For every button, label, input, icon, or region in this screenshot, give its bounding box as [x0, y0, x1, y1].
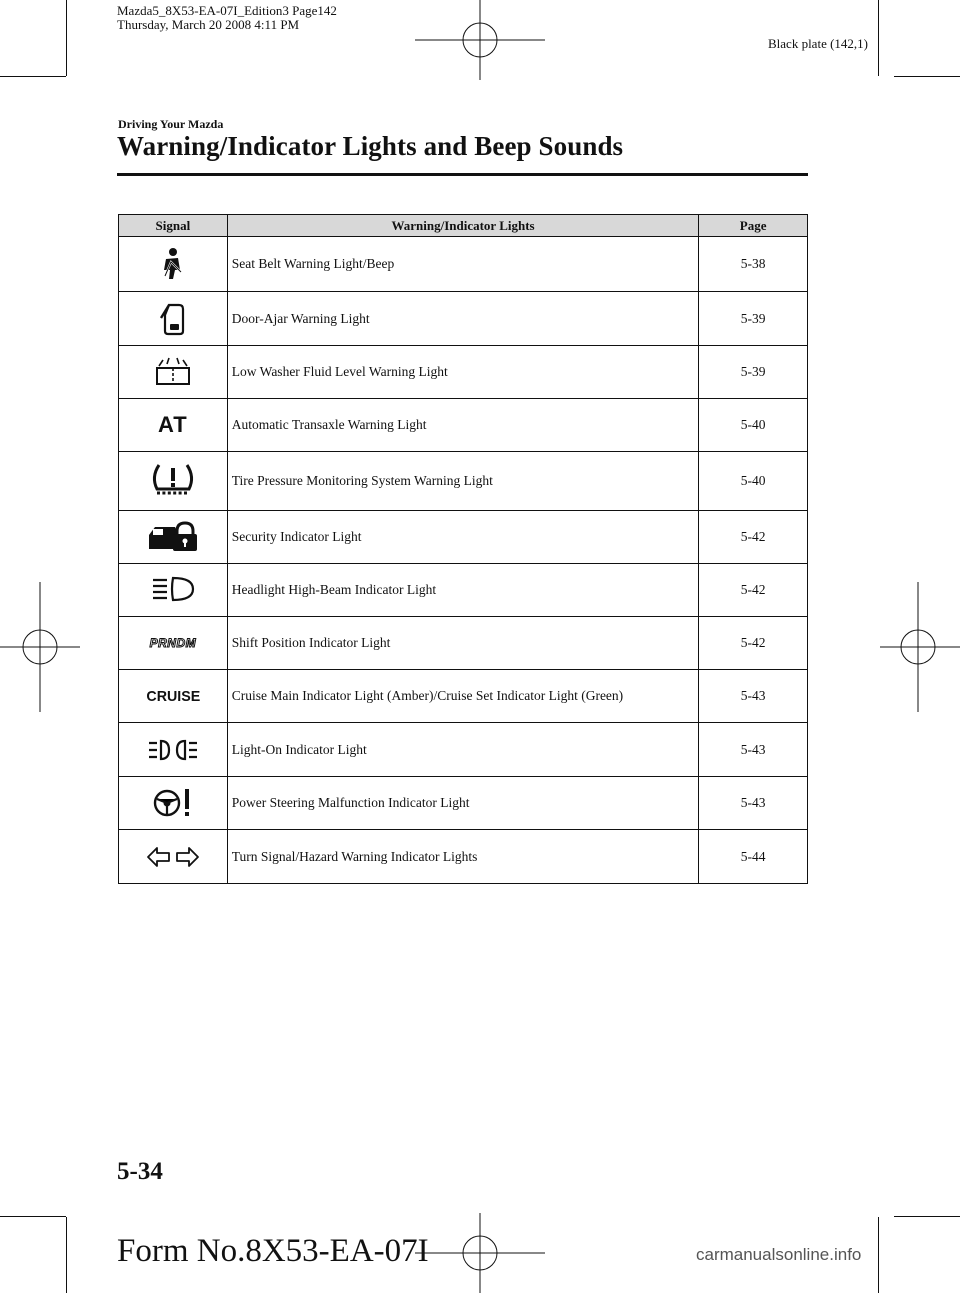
page-ref: 5-39	[699, 292, 808, 346]
high-beam-icon	[149, 574, 197, 606]
registration-mark-right	[880, 582, 960, 712]
table-row	[119, 723, 808, 777]
washer-fluid-icon	[153, 354, 193, 390]
light-name: Power Steering Malfunction Indicator Light	[227, 777, 699, 830]
table-row	[119, 830, 808, 884]
cruise-icon: CRUISE	[145, 687, 200, 705]
at-icon: AT	[158, 412, 188, 437]
plate-label: Black plate (142,1)	[768, 36, 868, 51]
page-ref: 5-40	[699, 399, 808, 452]
light-name: Cruise Main Indicator Light (Amber)/Cruise Set Indicator Light (Green)	[227, 670, 699, 723]
door-ajar-icon	[155, 301, 191, 337]
page-ref: 5-42	[699, 564, 808, 617]
light-name: Light-On Indicator Light	[227, 723, 699, 777]
table-row	[119, 564, 808, 617]
registration-mark-top	[415, 0, 545, 80]
power-steering-icon	[151, 785, 195, 821]
page-ref: 5-43	[699, 723, 808, 777]
crop-mark	[66, 0, 67, 76]
page-ref: 5-43	[699, 777, 808, 830]
page-ref: 5-43	[699, 670, 808, 723]
light-name: Automatic Transaxle Warning Light	[227, 399, 699, 452]
shift-position-icon: PRNDM	[149, 636, 197, 650]
signals-table	[118, 214, 808, 884]
light-name: Tire Pressure Monitoring System Warning Light	[227, 452, 699, 511]
light-name: Headlight High-Beam Indicator Light	[227, 564, 699, 617]
table-row	[119, 452, 808, 511]
light-name: Shift Position Indicator Light	[227, 617, 699, 670]
table-row	[119, 617, 808, 670]
registration-mark-bottom	[415, 1213, 545, 1293]
file-line: Mazda5_8X53-EA-07I_Edition3 Page142	[117, 3, 337, 18]
section-label: Driving Your Mazda	[118, 117, 224, 131]
table-row	[119, 777, 808, 830]
turn-signal-icon	[145, 844, 201, 870]
page-ref: 5-42	[699, 511, 808, 564]
table-row	[119, 670, 808, 723]
table-row	[119, 511, 808, 564]
light-name: Turn Signal/Hazard Warning Indicator Lights	[227, 830, 699, 884]
print-header	[117, 4, 337, 32]
table-row	[119, 292, 808, 346]
watermark: carmanualsonline.info	[696, 1245, 862, 1264]
crop-mark	[878, 0, 879, 76]
column-header-page: Page	[699, 215, 808, 237]
tire-pressure-icon	[149, 461, 197, 501]
page-number: 5-34	[117, 1158, 163, 1185]
page-ref: 5-44	[699, 830, 808, 884]
page-ref: 5-38	[699, 237, 808, 292]
light-on-icon	[147, 735, 199, 765]
page-title: Warning/Indicator Lights and Beep Sounds	[117, 131, 624, 161]
table-row	[119, 237, 808, 292]
crop-mark	[894, 1216, 960, 1217]
date-line: Thursday, March 20 2008 4:11 PM	[117, 17, 300, 32]
form-number: Form No.8X53-EA-07I	[117, 1233, 429, 1269]
seat-belt-icon	[155, 246, 191, 282]
light-name: Security Indicator Light	[227, 511, 699, 564]
light-name: Low Washer Fluid Level Warning Light	[227, 346, 699, 399]
registration-mark-left	[0, 582, 80, 712]
crop-mark	[66, 1217, 67, 1293]
table-row	[119, 399, 808, 452]
table-row	[119, 346, 808, 399]
page-ref: 5-39	[699, 346, 808, 399]
crop-mark	[0, 76, 66, 77]
column-header-signal: Signal	[119, 215, 228, 237]
title-rule	[117, 173, 808, 176]
crop-mark	[0, 1216, 66, 1217]
column-header-lights: Warning/Indicator Lights	[227, 215, 699, 237]
crop-mark	[878, 1217, 879, 1293]
page-ref: 5-40	[699, 452, 808, 511]
page-ref: 5-42	[699, 617, 808, 670]
security-icon	[145, 519, 201, 555]
crop-mark	[894, 76, 960, 77]
table-header-row	[119, 215, 808, 237]
light-name: Door-Ajar Warning Light	[227, 292, 699, 346]
light-name: Seat Belt Warning Light/Beep	[227, 237, 699, 292]
